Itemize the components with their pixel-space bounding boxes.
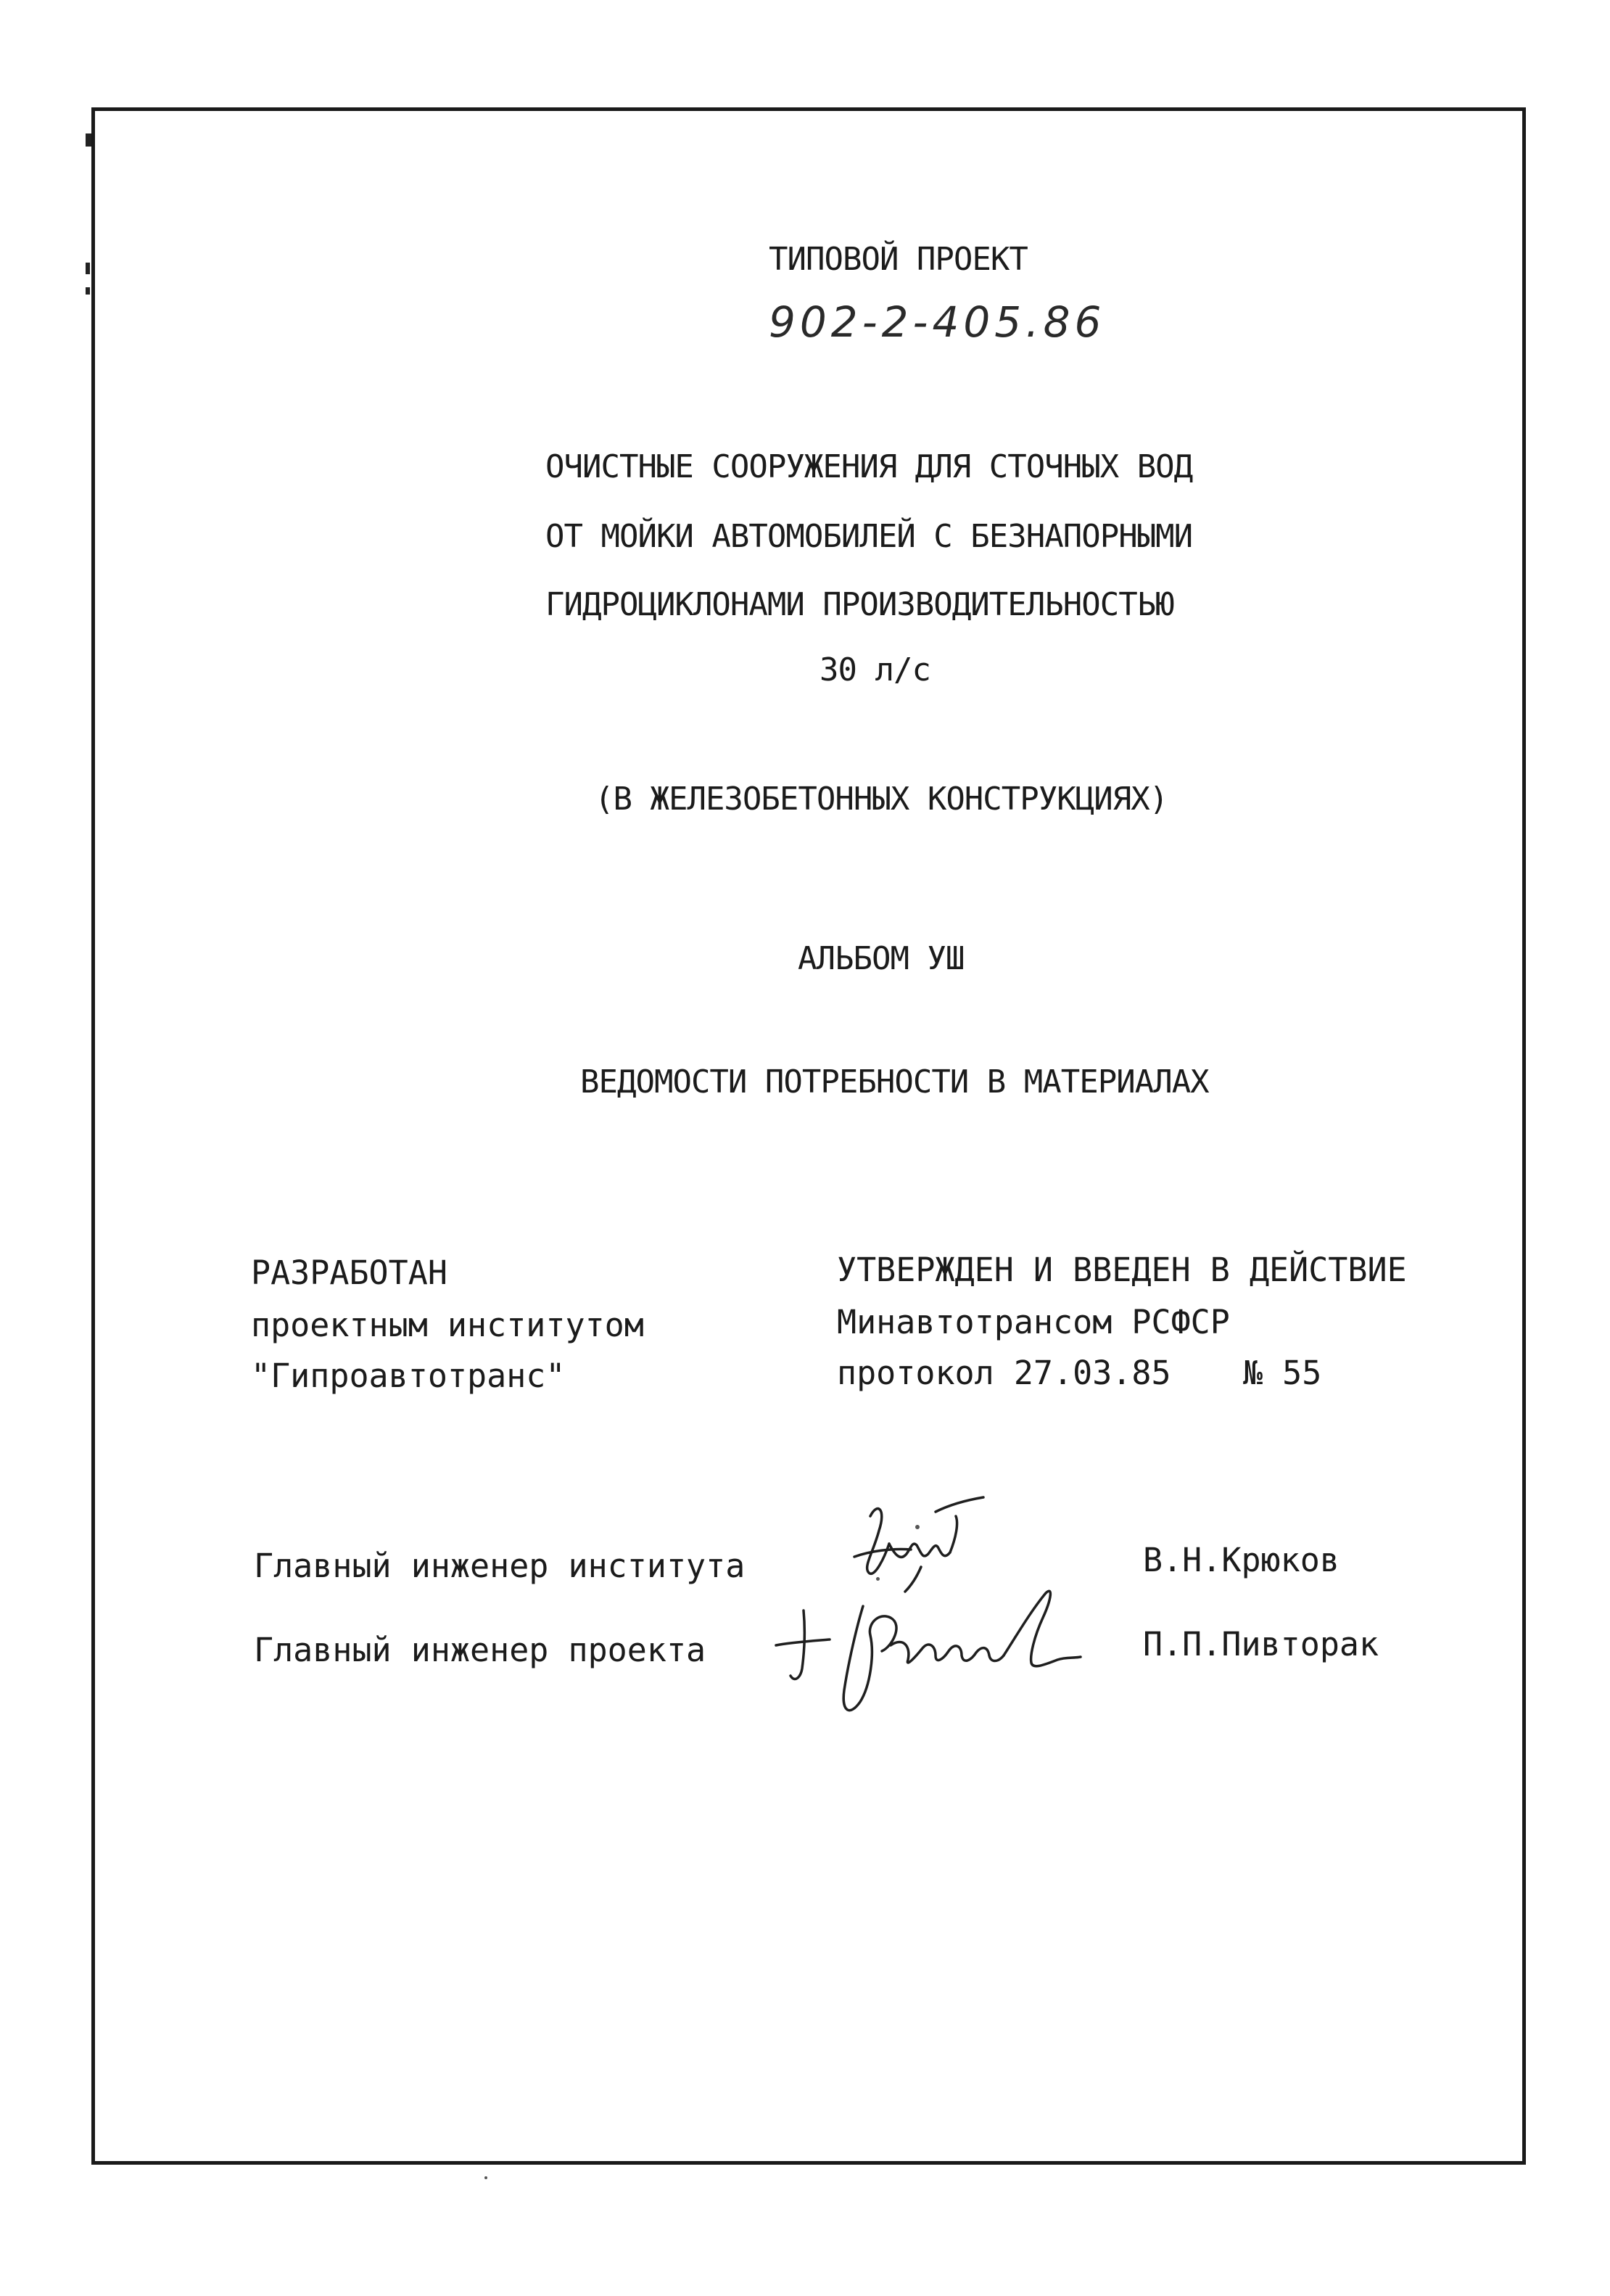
margin-mark	[86, 263, 90, 274]
construction-note: (В ЖЕЛЕЗОБЕТОННЫХ КОНСТРУКЦИЯХ)	[595, 781, 1168, 818]
album-subject: ВЕДОМОСТИ ПОТРЕБНОСТИ В МАТЕРИАЛАХ	[580, 1063, 1209, 1100]
approved-heading: УТВЕРЖДЕН И ВВЕДЕН В ДЕЙСТВИЕ	[837, 1251, 1407, 1289]
signature-2	[761, 1567, 1095, 1727]
developed-heading: РАЗРАБОТАН	[251, 1254, 447, 1292]
project-number: 902-2-405.86	[769, 297, 1106, 347]
developed-line-2: "Гипроавтотранс"	[251, 1357, 566, 1395]
margin-mark	[86, 133, 91, 147]
title-line-3: ГИДРОЦИКЛОНАМИ ПРОИЗВОДИТЕЛЬНОСТЬЮ	[545, 586, 1174, 623]
series-label: ТИПОВОЙ ПРОЕКТ	[769, 241, 1028, 278]
title-line-4: 30 л/с	[820, 651, 930, 688]
title-line-1: ОЧИСТНЫЕ СООРУЖЕНИЯ ДЛЯ СТОЧНЫХ ВОД	[545, 448, 1193, 485]
scan-speck	[484, 2176, 487, 2179]
margin-mark	[86, 287, 90, 295]
approved-line-1: Минавтотрансом РСФСР	[837, 1303, 1230, 1341]
signatory-role-1: Главный инженер института	[254, 1547, 746, 1585]
album-label: АЛЬБОМ УШ	[798, 940, 965, 977]
document-frame	[91, 107, 1526, 2165]
signatory-name-2: П.П.Пивторак	[1143, 1625, 1379, 1663]
signatory-role-2: Главный инженер проекта	[254, 1631, 706, 1669]
approved-protocol: протокол 27.03.85	[837, 1354, 1171, 1392]
approved-protocol-number: № 55	[1243, 1354, 1322, 1392]
signatory-name-1: В.Н.Крюков	[1143, 1541, 1339, 1579]
signature-dot	[915, 1525, 920, 1529]
title-line-2: ОТ МОЙКИ АВТОМОБИЛЕЙ С БЕЗНАПОРНЫМИ	[545, 518, 1193, 555]
developed-line-1: проектным институтом	[251, 1306, 644, 1344]
